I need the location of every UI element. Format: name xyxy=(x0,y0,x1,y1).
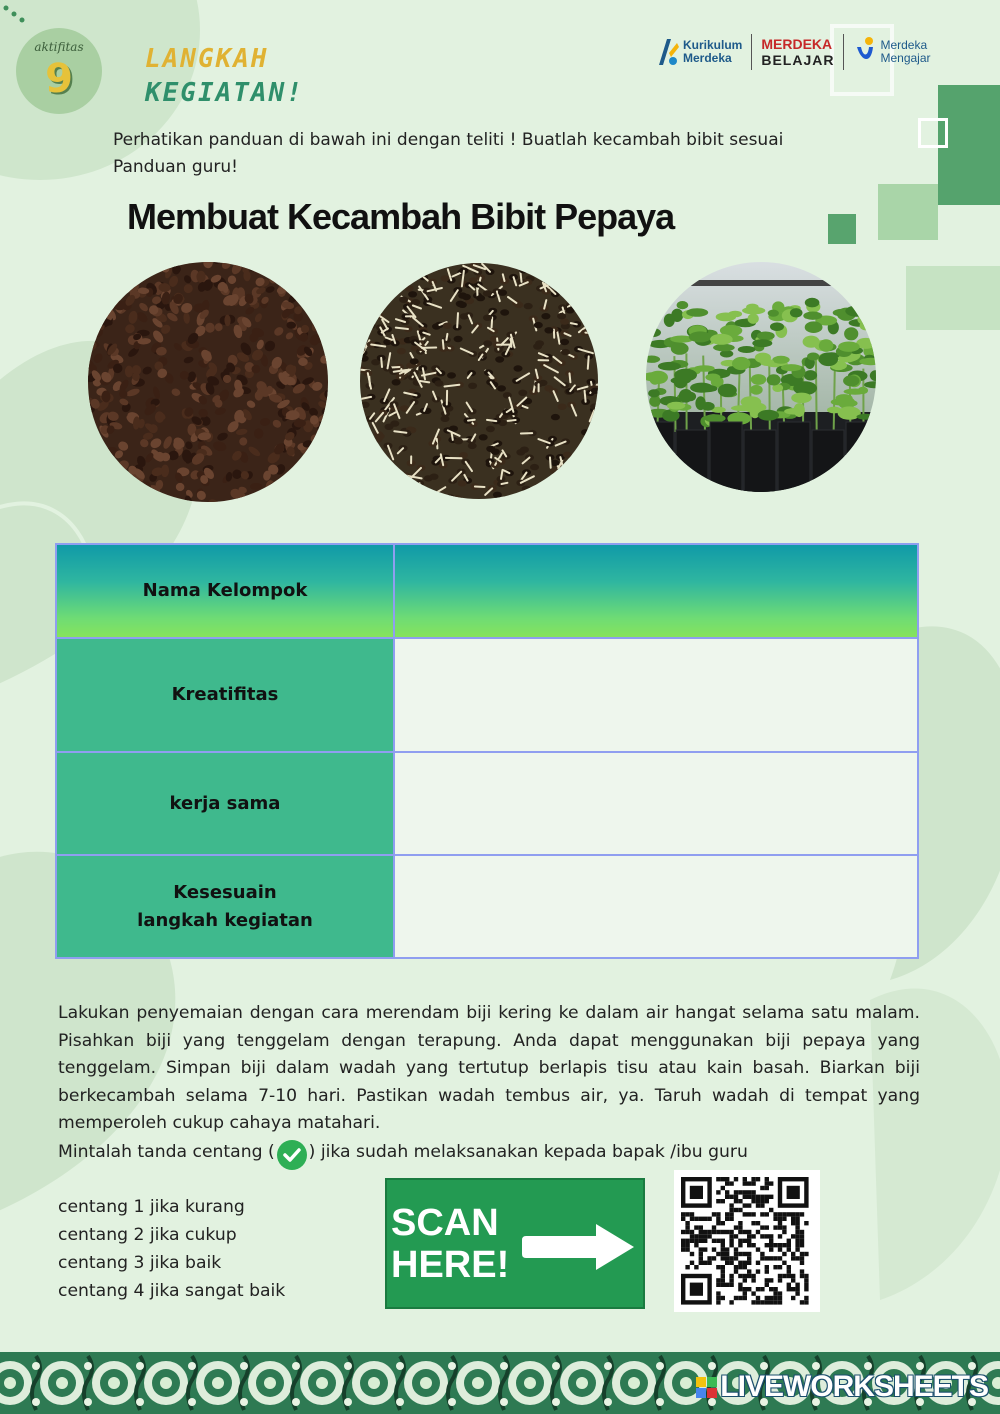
table-row xyxy=(56,855,918,958)
merdeka-mengajar-icon xyxy=(853,35,877,69)
teamwork-input[interactable] xyxy=(395,793,917,814)
list-item: centang 4 jika sangat baik xyxy=(58,1281,286,1301)
scan-line2: HERE! xyxy=(391,1244,510,1286)
logo-divider xyxy=(751,34,752,70)
logo-divider xyxy=(843,34,844,70)
group-name-input[interactable] xyxy=(395,581,917,602)
badge-label: aktifitas xyxy=(34,40,84,54)
arrow-right-icon xyxy=(522,1222,637,1272)
activity-badge xyxy=(16,28,102,114)
kurikulum-icon xyxy=(655,35,679,69)
instructions-text: Lakukan penyemaian dengan cara merendam biji kering ke dalam air hangat selama satu malam. Pisahkan biji yang tenggelam dengan terapung. Anda dapat menggunakan biji pepaya yang tenggelam. Simpan biji dalam wadah yang tertutup berlapis tisu atau kain basah. Biarkan biji berkecambah selama 7-10 hari. Pastikan wadah tembus air, ya. Taruh wadah di tempat yang memperoleh cukup cahaya matahari. xyxy=(58,1003,920,1133)
merdeka-mengajar-logo xyxy=(853,35,930,69)
qr-code[interactable] xyxy=(674,1170,820,1312)
scan-line1: SCAN xyxy=(391,1202,499,1244)
kurikulum-line2: Merdeka xyxy=(683,51,732,65)
mm-line1: Merdeka xyxy=(880,38,928,52)
teamwork-cell[interactable] xyxy=(394,752,918,855)
table-row xyxy=(56,544,918,638)
merdeka-belajar-logo xyxy=(761,36,834,68)
liveworksheets-logo xyxy=(696,1370,988,1404)
list-item: centang 3 jika baik xyxy=(58,1253,222,1273)
list-item: centang 2 jika cukup xyxy=(58,1225,237,1245)
list-item: centang 1 jika kurang xyxy=(58,1197,245,1217)
section-title-line2: KEGIATAN! xyxy=(145,78,304,108)
section-title-line1: LANGKAH xyxy=(145,44,269,74)
check-text-after: ) jika sudah melaksanakan kepada bapak /ibu guru xyxy=(308,1142,748,1163)
watermark-text: LIVEWORKSHEETS xyxy=(720,1370,988,1403)
assessment-table xyxy=(55,543,919,959)
step-compliance-input[interactable] xyxy=(395,896,917,917)
photo-dry-seeds xyxy=(88,262,328,502)
papaya-seeds-image xyxy=(88,262,328,502)
row-label xyxy=(56,855,394,958)
row-label: kerja sama xyxy=(56,752,394,855)
row-label-line2: langkah kegiatan xyxy=(137,909,313,931)
section-title xyxy=(145,42,345,110)
mb-line2: BELAJAR xyxy=(761,52,835,68)
liveworksheets-icon xyxy=(696,1377,717,1398)
papaya-seedlings-image xyxy=(646,262,876,492)
row-label: Nama Kelompok xyxy=(56,544,394,638)
checkmark-icon xyxy=(277,1140,307,1170)
kurikulum-line1: Kurikulum xyxy=(683,38,743,52)
scoring-scale xyxy=(58,1193,358,1305)
badge-number: 9 xyxy=(45,56,73,102)
group-name-cell[interactable] xyxy=(394,544,918,638)
creativity-cell[interactable] xyxy=(394,638,918,752)
row-label: Kreatifitas xyxy=(56,638,394,752)
creativity-input[interactable] xyxy=(395,685,917,706)
kurikulum-merdeka-logo xyxy=(655,35,742,69)
qr-code-icon xyxy=(681,1177,813,1305)
logo-strip xyxy=(655,32,931,72)
mb-line1: MERDEKA xyxy=(761,36,833,52)
check-instruction xyxy=(58,1138,920,1168)
row-label-line1: Kesesuain xyxy=(173,881,277,903)
sprouting-seeds-image xyxy=(360,263,598,499)
photo-seedlings xyxy=(646,262,876,492)
mm-line2: Mengajar xyxy=(880,51,931,65)
scan-here-banner xyxy=(385,1178,645,1309)
page-title: Membuat Kecambah Bibit Pepaya xyxy=(127,196,675,237)
table-row xyxy=(56,638,918,752)
intro-text: Perhatikan panduan di bawah ini dengan teliti ! Buatlah kecambah bibit sesuai Panduan guru! xyxy=(113,130,784,177)
step-compliance-cell[interactable] xyxy=(394,855,918,958)
table-row xyxy=(56,752,918,855)
photo-sprouting-seeds xyxy=(360,263,598,499)
check-text-before: Mintalah tanda centang ( xyxy=(58,1142,275,1163)
